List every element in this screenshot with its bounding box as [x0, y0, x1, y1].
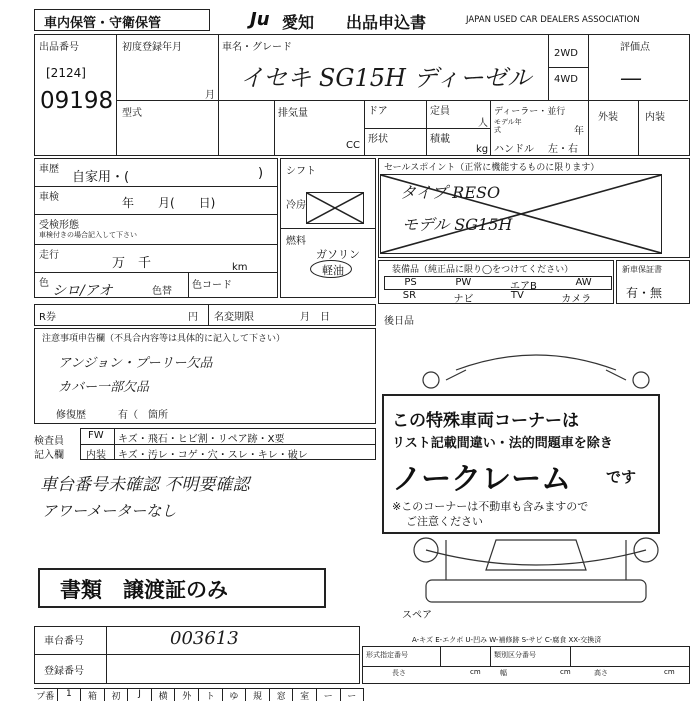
name-grade-label: 車名・グレード — [222, 42, 292, 53]
first-reg-month-unit: 月 — [205, 90, 215, 101]
load-label: 積載 — [430, 134, 450, 145]
notes-line2: カバー一部欠品 — [58, 380, 150, 395]
color-value: シロ/アオ — [52, 283, 113, 299]
footer-cell: 外 — [175, 689, 199, 701]
rating-value: — — [620, 66, 642, 91]
footer-cell: ー — [341, 689, 365, 701]
name-grade-value: イセキ SG15H ディーゼル — [240, 64, 532, 92]
special-title3: ノークレーム — [392, 462, 572, 497]
handwritten-line2: アワーメーターなし — [42, 502, 177, 520]
inner-label: 内装 — [86, 450, 106, 461]
ac-crossed-box — [306, 192, 364, 224]
equip-sr: SR — [402, 290, 417, 301]
footer-cell: 1 — [58, 689, 82, 701]
footer-cell: 室 — [293, 689, 317, 701]
length-label: 長さ — [392, 669, 406, 677]
special-note1: ※このコーナーは不動車も含みますので — [392, 500, 589, 513]
footer-cell: 横 — [152, 689, 176, 701]
special-title-suffix: です — [606, 468, 637, 486]
capacity-label: 定員 — [430, 106, 450, 117]
equip-pw: PW — [455, 277, 472, 288]
footer-cell: 箱 — [81, 689, 105, 701]
exterior-label: 外装 — [598, 112, 618, 123]
footer-cell: プ番 — [34, 689, 58, 701]
ac-label: 冷房 — [286, 200, 306, 211]
special-note2: ご注意ください — [406, 515, 483, 528]
footer-cell: 初 — [105, 689, 129, 701]
footer-strip — [34, 688, 364, 701]
shift-label: シフト — [286, 166, 316, 177]
special-title2: リスト記載間違い・法的問題車を除き — [392, 436, 613, 451]
class-label: 類別区分番号 — [494, 651, 536, 659]
sales-point-label: セールスポイント（正常に機能するものに限ります） — [384, 163, 600, 173]
door-label: ドア — [368, 106, 388, 117]
documents-label: 書類 譲渡証のみ — [60, 578, 228, 602]
footer-cell: 規 — [246, 689, 270, 701]
inspection-units: 年 月( 日) — [122, 196, 216, 210]
notes-line1: アンジョン・プーリー欠品 — [58, 356, 213, 371]
color-change-label: 色替 — [152, 286, 172, 297]
handle-label: ハンドル — [494, 144, 534, 155]
inspection-label: 車検 — [39, 192, 59, 203]
km-unit: km — [232, 262, 248, 273]
equipment-row2 — [384, 290, 610, 305]
footer-cell: ト — [199, 689, 223, 701]
mileage-units: 万 千 — [112, 256, 152, 271]
usage-close: ) — [258, 166, 264, 181]
repair-label: 修復歴 — [56, 410, 86, 421]
height-label: 高さ — [594, 669, 608, 677]
special-title1: この特殊車両コーナーは — [392, 411, 579, 431]
drive-2wd: 2WD — [554, 48, 578, 59]
model-year-label: モデル年式 — [494, 118, 522, 134]
fuel-diesel-circle — [310, 260, 352, 278]
footer-cell: ー — [317, 689, 341, 701]
lot-number-label: 出品番号 — [39, 42, 79, 53]
repair-value: 有（ 箇所 — [118, 410, 168, 421]
reg-label: 登録番号 — [44, 666, 84, 677]
kg-unit: kg — [476, 144, 489, 155]
spare-label: スペア — [402, 610, 432, 621]
ju-logo: Ju — [250, 9, 270, 30]
entry-label: 記入欄 — [34, 450, 64, 461]
diagram-legend: A-キズ E-エクボ U-凹み W-補修跡 S-サビ C-腐食 XX-交換済 — [412, 636, 602, 644]
length-cm: cm — [470, 668, 481, 676]
lot-code: [2124] — [46, 66, 86, 80]
equip-camera: カメラ — [561, 294, 592, 305]
usage-value: 自家用・( — [72, 170, 130, 185]
frame-value: 003613 — [170, 628, 239, 649]
width-label: 幅 — [500, 669, 507, 677]
english-title: JAPAN USED CAR DEALERS ASSOCIATION — [466, 15, 640, 25]
form-spec-label: 形式指定番号 — [366, 651, 408, 659]
warranty-options: 有・無 — [626, 286, 663, 300]
custody-label: 車内保管・守衛保管 — [44, 16, 162, 31]
r-ticket-label: R券 — [39, 312, 56, 323]
dealer-label: ディーラー・並行 — [494, 107, 566, 117]
fw-items: キズ・飛石・ヒビ割・リペア跡・X要 — [118, 434, 285, 445]
usage-label: 車歴 — [39, 164, 59, 175]
inner-items: キズ・汚レ・コゲ・穴・スレ・キレ・破レ — [118, 450, 308, 461]
yen-unit: 円 — [188, 312, 198, 323]
handwritten-line1: 車台番号未確認 不明要確認 — [40, 475, 250, 495]
mileage-label: 走行 — [39, 250, 59, 261]
cc-unit: CC — [346, 140, 360, 151]
model-label: 型式 — [122, 108, 142, 119]
equip-navi: ナビ — [453, 294, 474, 305]
fw-label: FW — [88, 430, 104, 441]
width-cm: cm — [560, 668, 571, 676]
shape-label: 形状 — [368, 134, 388, 145]
sales-point-line2: モデル SG15H — [402, 215, 513, 234]
form-title: 出品申込書 — [346, 13, 427, 32]
warranty-label: 新車保証書 — [622, 265, 662, 274]
fuel-diesel: 軽油 — [322, 264, 344, 277]
rating-label: 評価点 — [620, 42, 650, 53]
fuel-gas: ガソリン — [316, 248, 360, 261]
drive-4wd: 4WD — [554, 74, 578, 85]
accept-note: 車検付きの場合記入して下さい — [39, 231, 137, 239]
accept-label: 受検形態 — [39, 220, 79, 231]
footer-cell: J — [128, 689, 152, 701]
first-reg-label: 初度登録年月 — [122, 42, 182, 53]
equip-ps: PS — [404, 277, 417, 288]
rear-seat-label: 後日品 — [384, 316, 414, 327]
notes-label: 注意事項申告欄（不具合内容等は具体的に記入して下さい） — [42, 334, 286, 344]
name-change-units: 月 日 — [300, 312, 330, 323]
equip-aw: AW — [575, 277, 592, 288]
org-name: 愛知 — [282, 13, 315, 32]
capacity-unit: 人 — [478, 118, 488, 129]
height-cm: cm — [664, 668, 675, 676]
equip-tv: TV — [510, 290, 524, 301]
footer-cell: 窓 — [270, 689, 294, 701]
color-code-label: 色コード — [192, 280, 232, 291]
interior-label: 内装 — [645, 112, 665, 123]
handle-options: 左・右 — [548, 144, 578, 155]
frame-label: 車台番号 — [44, 636, 84, 647]
inspector-label: 検査員 — [34, 436, 64, 447]
footer-cell: ゆ — [223, 689, 247, 701]
equipment-label: 装備品（純正品に限り◯をつけてください） — [392, 265, 574, 275]
color-label: 色 — [39, 278, 49, 289]
sales-point-line1: タイプ RESO — [400, 183, 501, 202]
equipment-row1 — [384, 276, 612, 290]
name-change-label: 名変期限 — [214, 312, 254, 323]
displacement-label: 排気量 — [278, 108, 308, 119]
lot-number: 09198 — [40, 88, 114, 114]
equip-airbag: エアB — [509, 281, 537, 292]
model-year-unit: 年 — [574, 126, 584, 137]
car-diagram — [386, 340, 686, 630]
fuel-label: 燃料 — [286, 236, 306, 247]
